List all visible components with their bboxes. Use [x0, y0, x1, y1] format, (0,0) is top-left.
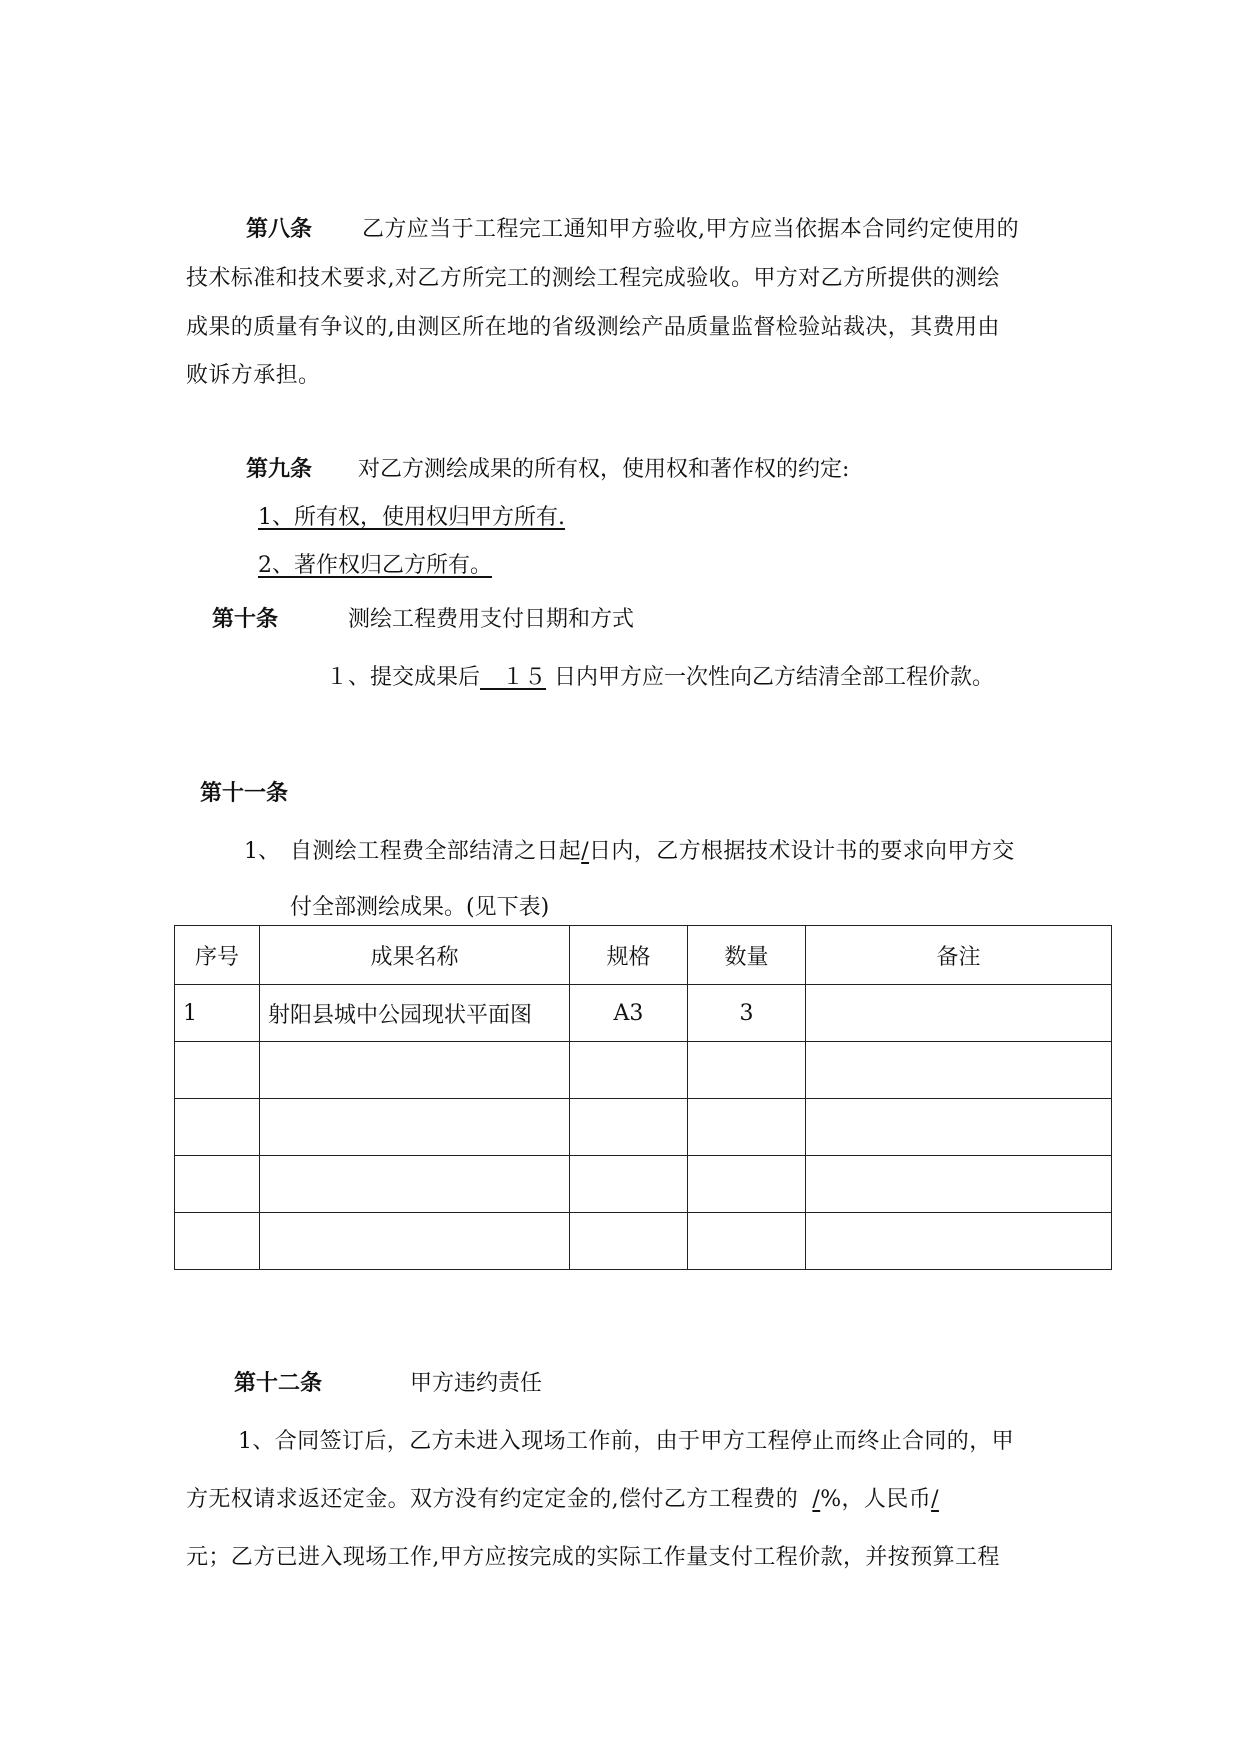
table-row	[175, 985, 1112, 1042]
header-qty: 数量	[688, 926, 806, 985]
article-9-item-2: 2、著作权归乙方所有。	[258, 553, 492, 578]
cell-name	[260, 1099, 570, 1156]
table-row	[175, 1099, 1112, 1156]
header-spec: 规格	[570, 926, 688, 985]
article-9-heading: 第九条	[246, 457, 313, 482]
table-row	[175, 1042, 1112, 1099]
cell-name	[260, 1213, 570, 1270]
cell-remark	[806, 1156, 1112, 1213]
article-8-line-1: 乙方应当于工程完工通知甲方验收,甲方应当依据本合同约定使用的	[362, 217, 1019, 242]
article-11-text-a: 自测绘工程费全部结清之日起	[290, 839, 582, 864]
cell-qty	[688, 1213, 806, 1270]
article-12-text: 甲方违约责任	[410, 1371, 543, 1396]
article-12-line-2-b: %，人民币	[820, 1487, 932, 1512]
cell-spec	[570, 1042, 688, 1099]
cell-spec	[570, 1156, 688, 1213]
article-12-heading: 第十二条	[234, 1371, 323, 1396]
header-seq: 序号	[175, 926, 260, 985]
article-10-text: 测绘工程费用支付日期和方式	[348, 607, 635, 632]
article-12-line-3: 元；乙方已进入现场工作,甲方应按完成的实际工作量支付工程价款，并按预算工程	[186, 1545, 1000, 1570]
article-10-heading: 第十条	[212, 607, 279, 632]
cell-spec	[570, 1099, 688, 1156]
article-11-item-line-2: 付全部测绘成果。(见下表)	[290, 895, 550, 920]
article-11-heading: 第十一条	[200, 781, 289, 806]
cell-seq: 1	[175, 985, 260, 1042]
article-12-line-2-a: 方无权请求返还定金。双方没有约定定金的,偿付乙方工程费的	[186, 1487, 799, 1512]
article-12-percent-blank: /	[812, 1487, 821, 1512]
table-header-row	[175, 926, 1112, 985]
cell-name	[260, 1156, 570, 1213]
cell-seq	[175, 1099, 260, 1156]
cell-spec: A3	[570, 985, 688, 1042]
article-11-days-blank: /	[581, 839, 590, 864]
article-10-days-blank: １５	[480, 665, 547, 690]
cell-seq	[175, 1213, 260, 1270]
article-8-heading: 第八条	[246, 217, 313, 242]
table-row	[175, 1213, 1112, 1270]
header-remark: 备注	[806, 926, 1112, 985]
cell-remark	[806, 985, 1112, 1042]
article-8-line-2: 技术标准和技术要求,对乙方所完工的测绘工程完成验收。甲方对乙方所提供的测绘	[186, 266, 1000, 291]
article-10-item-prefix: １、提交成果后	[326, 665, 481, 690]
cell-name: 射阳县城中公园现状平面图	[260, 985, 570, 1042]
cell-seq	[175, 1156, 260, 1213]
cell-remark	[806, 1099, 1112, 1156]
cell-seq	[175, 1042, 260, 1099]
cell-qty: 3	[688, 985, 806, 1042]
article-12-line-1: 1、合同签订后，乙方未进入现场工作前，由于甲方工程停止而终止合同的，甲	[238, 1429, 1014, 1454]
article-11-item-number: 1、	[244, 839, 280, 864]
table-row	[175, 1156, 1112, 1213]
article-11-text-b: 日内，乙方根据技术设计书的要求向甲方交	[589, 839, 1015, 864]
article-12-line-2	[186, 1482, 939, 1513]
cell-remark	[806, 1213, 1112, 1270]
cell-qty	[688, 1099, 806, 1156]
article-8-line-4: 败诉方承担。	[186, 363, 321, 388]
cell-name	[260, 1042, 570, 1099]
cell-qty	[688, 1042, 806, 1099]
article-12-rmb-blank: /	[931, 1487, 939, 1512]
article-9-item-1: 1、所有权，使用权归甲方所有.	[258, 505, 565, 530]
cell-remark	[806, 1042, 1112, 1099]
cell-spec	[570, 1213, 688, 1270]
results-table	[174, 925, 1112, 1270]
cell-qty	[688, 1156, 806, 1213]
article-9-text: 对乙方测绘成果的所有权，使用权和著作权的约定:	[358, 457, 850, 482]
article-8-line-3: 成果的质量有争议的,由测区所在地的省级测绘产品质量监督检验站裁决，其费用由	[186, 315, 1000, 340]
header-name: 成果名称	[260, 926, 570, 985]
article-10-item-suffix: 日内甲方应一次性向乙方结清全部工程价款。	[554, 665, 995, 690]
article-11-item-line-1	[290, 834, 1015, 865]
article-10-item	[326, 660, 994, 691]
